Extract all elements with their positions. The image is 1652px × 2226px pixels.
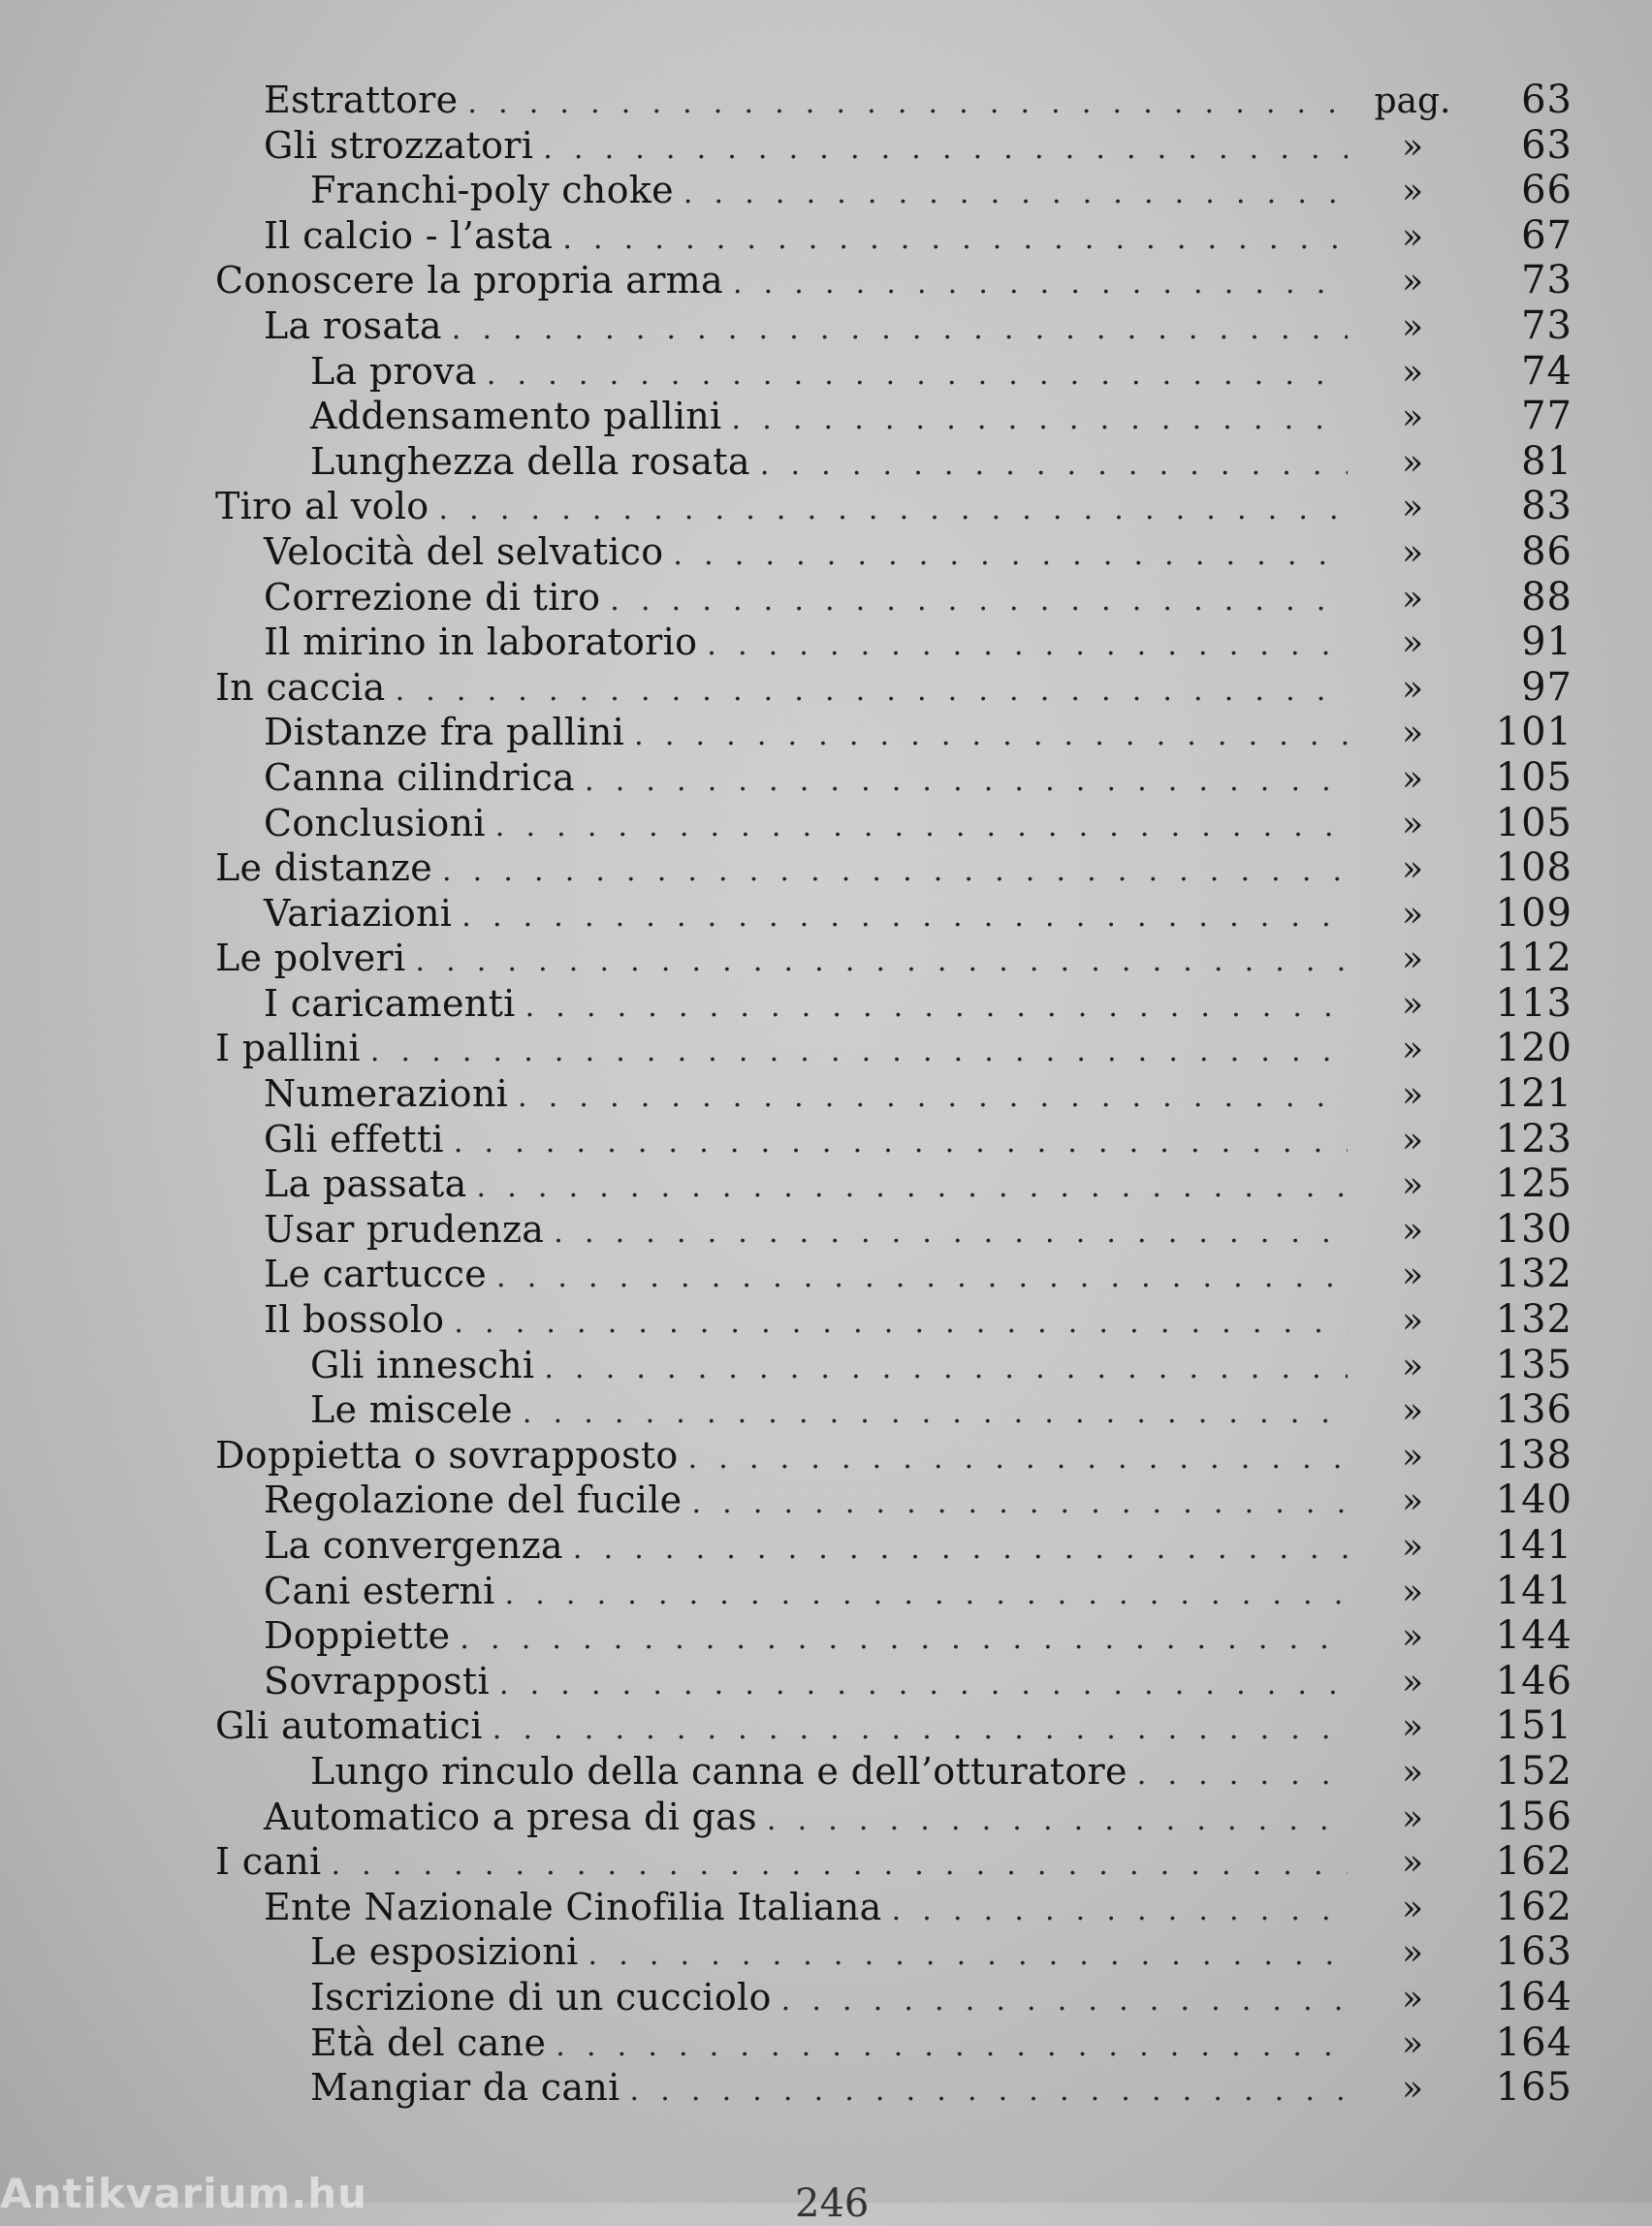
toc-entry-title: Le cartucce <box>264 1253 488 1296</box>
toc-entry-22 <box>215 1026 1573 1071</box>
dot-leader <box>760 443 1348 489</box>
toc-entry-page-marker: » <box>1401 1030 1424 1070</box>
toc-entry-page-number: 74 <box>1521 348 1573 394</box>
dot-leader <box>556 2024 1348 2070</box>
toc-entry-44 <box>215 2020 1573 2066</box>
toc-entry-18 <box>215 845 1573 891</box>
toc-entry-page-number: 135 <box>1495 1342 1573 1387</box>
toc-entry-page-marker: » <box>1401 623 1424 664</box>
toc-entry-12 <box>215 575 1573 620</box>
toc-entry-page-number: 66 <box>1521 168 1573 213</box>
toc-entry-title: Distanze fra pallini <box>264 711 625 754</box>
toc-entry-page-marker: » <box>1401 1888 1424 1928</box>
dot-leader <box>454 1121 1348 1166</box>
toc-entry-page-marker: » <box>1401 1662 1424 1702</box>
toc-entry-page-number: 125 <box>1495 1161 1573 1207</box>
dot-leader <box>707 623 1348 669</box>
toc-entry-30 <box>215 1387 1573 1433</box>
toc-entry-9 <box>215 439 1573 485</box>
toc-entry-page-number: 86 <box>1521 528 1573 574</box>
dot-leader <box>683 172 1348 217</box>
toc-entry-26 <box>215 1207 1573 1253</box>
toc-entry-page-marker: » <box>1401 1075 1424 1116</box>
dot-leader <box>1137 1753 1348 1798</box>
toc-entry-45 <box>215 2065 1573 2111</box>
toc-entry-page-number: 108 <box>1495 845 1573 891</box>
toc-entry-page-marker: » <box>1401 1120 1424 1161</box>
toc-entry-title: Le esposizioni <box>310 1930 579 1974</box>
toc-entry-page-marker: pag. <box>1374 81 1451 121</box>
toc-entry-page-marker: » <box>1401 1256 1424 1296</box>
toc-entry-page-marker: » <box>1401 984 1424 1025</box>
dot-leader <box>415 939 1348 985</box>
dot-leader <box>460 1617 1348 1663</box>
dot-leader <box>331 1843 1348 1889</box>
toc-entry-page-marker: » <box>1401 1752 1424 1793</box>
toc-entry-24 <box>215 1117 1573 1162</box>
toc-entry-page-marker: » <box>1401 1707 1424 1748</box>
toc-entry-page-marker: » <box>1401 1301 1424 1342</box>
toc-entry-page-marker: » <box>1401 1391 1424 1432</box>
toc-entry-page-number: 140 <box>1495 1478 1573 1523</box>
toc-entry-page-number: 77 <box>1521 394 1573 439</box>
toc-entry-page-marker: » <box>1401 939 1424 980</box>
toc-entry-page-marker: » <box>1401 306 1424 347</box>
toc-entry-40 <box>215 1839 1573 1885</box>
toc-entry-19 <box>215 891 1573 937</box>
dot-leader <box>688 1437 1348 1482</box>
dot-leader <box>499 1663 1348 1708</box>
toc-entry-page-number: 97 <box>1521 664 1573 710</box>
toc-entry-page-number: 105 <box>1495 800 1573 845</box>
dot-leader <box>562 217 1348 263</box>
toc-entry-page-marker: » <box>1401 2069 1424 2110</box>
toc-entry-page-marker: » <box>1401 1436 1424 1477</box>
toc-entry-title: Lunghezza della rosata <box>310 439 750 483</box>
toc-entry-38 <box>215 1749 1573 1795</box>
dot-leader <box>495 805 1348 850</box>
dot-leader <box>518 1075 1348 1121</box>
toc-entry-page-marker: » <box>1401 714 1424 754</box>
toc-entry-title: Franchi-poly choke <box>310 169 674 212</box>
toc-entry-page-marker: » <box>1401 894 1424 935</box>
toc-entry-14 <box>215 665 1573 711</box>
toc-entry-page-number: 141 <box>1495 1568 1573 1613</box>
toc-entry-page-number: 165 <box>1495 2065 1573 2111</box>
toc-entry-21 <box>215 981 1573 1027</box>
toc-entry-page-number: 151 <box>1495 1703 1573 1749</box>
dot-leader <box>630 2069 1348 2115</box>
toc-entry-43 <box>215 1975 1573 2020</box>
toc-entry-title: Le distanze <box>215 846 432 890</box>
toc-entry-title: Variazioni <box>264 891 453 935</box>
dot-leader <box>492 1707 1348 1753</box>
toc-entry-page-number: 130 <box>1495 1206 1573 1252</box>
dot-leader <box>610 579 1348 624</box>
toc-entry-page-marker: » <box>1401 1617 1424 1658</box>
toc-entry-page-marker: » <box>1401 216 1424 257</box>
toc-entry-13 <box>215 620 1573 665</box>
dot-leader <box>439 488 1349 533</box>
dot-leader <box>892 1889 1348 1934</box>
toc-entry-3 <box>215 168 1573 213</box>
toc-entry-page-number: 112 <box>1495 936 1573 981</box>
toc-entry-page-marker: » <box>1401 1572 1424 1612</box>
toc-entry-title: Numerazioni <box>264 1072 509 1116</box>
toc-entry-34 <box>215 1569 1573 1614</box>
toc-entry-10 <box>215 484 1573 529</box>
toc-entry-page-marker: » <box>1401 578 1424 619</box>
toc-entry-page-number: 144 <box>1495 1613 1573 1659</box>
toc-entry-5 <box>215 258 1573 303</box>
toc-entry-title: Iscrizione di un cucciolo <box>310 1975 772 2019</box>
toc-entry-title: Gli effetti <box>264 1117 444 1161</box>
toc-entry-title: Il mirino in laboratorio <box>264 620 698 664</box>
toc-entry-title: Velocità del selvatico <box>264 529 664 573</box>
toc-entry-title: La rosata <box>264 303 442 347</box>
dot-leader <box>732 398 1348 443</box>
toc-entry-title: Mangiar da cani <box>310 2066 620 2110</box>
toc-entry-page-number: 132 <box>1495 1297 1573 1343</box>
toc-entry-page-marker: » <box>1401 1933 1424 1974</box>
dot-leader <box>573 1527 1348 1573</box>
dot-leader <box>452 307 1348 353</box>
toc-entry-title: I caricamenti <box>264 981 516 1025</box>
toc-entry-title: In caccia <box>215 665 386 709</box>
toc-entry-32 <box>215 1478 1573 1523</box>
toc-entry-title: Tiro al volo <box>215 485 429 528</box>
toc-entry-page-number: 73 <box>1521 302 1573 348</box>
toc-entry-page-number: 63 <box>1521 78 1573 122</box>
toc-entry-page-number: 73 <box>1521 258 1573 303</box>
toc-entry-page-marker: » <box>1401 1210 1424 1251</box>
toc-entry-page-marker: » <box>1401 1481 1424 1522</box>
toc-entry-2 <box>215 123 1573 169</box>
toc-entry-page-marker: » <box>1401 532 1424 573</box>
dot-leader <box>673 533 1348 579</box>
toc-entry-title: Il bossolo <box>264 1298 445 1342</box>
dot-leader <box>487 353 1348 398</box>
dot-leader <box>396 669 1348 715</box>
toc-entry-23 <box>215 1071 1573 1117</box>
toc-entry-page-number: 164 <box>1495 2019 1573 2065</box>
toc-entry-page-marker: » <box>1401 126 1424 167</box>
toc-entry-page-marker: » <box>1401 1843 1424 1884</box>
toc-entry-39 <box>215 1795 1573 1840</box>
toc-entry-page-marker: » <box>1401 668 1424 709</box>
toc-entry-15 <box>215 710 1573 755</box>
toc-entry-37 <box>215 1703 1573 1749</box>
toc-entry-title: Gli inneschi <box>310 1343 535 1386</box>
toc-entry-page-marker: » <box>1401 1978 1424 2019</box>
toc-entry-title: Estrattore <box>264 79 459 121</box>
dot-leader <box>525 985 1348 1031</box>
toc-entry-page-number: 136 <box>1495 1387 1573 1433</box>
dot-leader <box>505 1573 1348 1618</box>
toc-entry-title: I cani <box>215 1840 322 1884</box>
toc-entry-33 <box>215 1523 1573 1569</box>
toc-entry-title: Usar prudenza <box>264 1207 545 1251</box>
dot-leader <box>733 262 1348 307</box>
toc-entry-title: Gli automatici <box>215 1704 483 1748</box>
toc-entry-page-marker: » <box>1401 849 1424 890</box>
toc-entry-17 <box>215 801 1573 846</box>
toc-entry-page-marker: » <box>1401 1165 1424 1206</box>
toc-entry-page-number: 164 <box>1495 1974 1573 2019</box>
toc-entry-42 <box>215 1929 1573 1975</box>
table-of-contents <box>215 78 1573 2111</box>
toc-entry-28 <box>215 1297 1573 1343</box>
toc-entry-page-marker: » <box>1401 804 1424 844</box>
toc-entry-29 <box>215 1343 1573 1388</box>
toc-entry-title: Canna cilindrica <box>264 755 576 799</box>
toc-entry-page-marker: » <box>1401 1797 1424 1838</box>
toc-entry-page-number: 120 <box>1495 1026 1573 1071</box>
toc-entry-page-marker: » <box>1401 1527 1424 1567</box>
toc-entry-title: Doppiette <box>264 1614 451 1658</box>
toc-entry-title: Conoscere la propria arma <box>215 259 723 302</box>
toc-entry-page-marker: » <box>1401 488 1424 528</box>
toc-entry-title: Lungo rinculo della canna e dell’otturatore <box>310 1749 1128 1793</box>
dot-leader <box>634 714 1348 759</box>
toc-entry-page-number: 105 <box>1495 754 1573 800</box>
toc-entry-title: I pallini <box>215 1027 361 1070</box>
dot-leader <box>523 1391 1348 1437</box>
toc-entry-title: Il calcio - l’asta <box>264 213 554 257</box>
toc-entry-page-marker: » <box>1401 352 1424 393</box>
toc-entry-title: Sovrapposti <box>264 1659 490 1702</box>
toc-entry-8 <box>215 394 1573 439</box>
toc-entry-title: La passata <box>264 1162 467 1206</box>
toc-entry-page-marker: » <box>1401 172 1424 212</box>
toc-entry-page-number: 141 <box>1495 1523 1573 1568</box>
dot-leader <box>767 1798 1348 1844</box>
toc-entry-page-number: 123 <box>1495 1116 1573 1161</box>
dot-leader <box>454 1301 1348 1347</box>
toc-entry-page-number: 146 <box>1495 1658 1573 1703</box>
toc-entry-title: Cani esterni <box>264 1569 495 1612</box>
toc-entry-title: Le miscele <box>310 1388 513 1432</box>
toc-entry-page-number: 67 <box>1521 212 1573 258</box>
dot-leader <box>442 849 1348 895</box>
toc-entry-36 <box>215 1659 1573 1704</box>
toc-entry-title: Età del cane <box>310 2020 547 2064</box>
dot-leader <box>461 895 1348 940</box>
toc-entry-25 <box>215 1161 1573 1207</box>
toc-entry-page-number: 81 <box>1521 438 1573 484</box>
dot-leader <box>477 1165 1348 1211</box>
toc-entry-page-number: 138 <box>1495 1432 1573 1478</box>
toc-entry-page-number: 152 <box>1495 1748 1573 1794</box>
dot-leader <box>370 1030 1348 1075</box>
toc-entry-page-number: 109 <box>1495 890 1573 936</box>
toc-entry-page-number: 91 <box>1521 620 1573 665</box>
toc-entry-title: Ente Nazionale Cinofilia Italiana <box>264 1885 882 1928</box>
toc-entry-title: Le polveri <box>215 937 406 980</box>
toc-entry-page-marker: » <box>1401 442 1424 483</box>
toc-entry-27 <box>215 1252 1573 1297</box>
dot-leader <box>467 81 1348 127</box>
toc-entry-title: La convergenza <box>264 1524 563 1567</box>
dot-leader <box>781 1979 1348 2024</box>
toc-entry-7 <box>215 349 1573 395</box>
toc-entry-page-marker: » <box>1401 2023 1424 2064</box>
toc-entry-page-number: 156 <box>1495 1794 1573 1839</box>
toc-entry-page-marker: » <box>1401 262 1424 302</box>
toc-entry-page-number: 113 <box>1495 980 1573 1026</box>
page-folio-number: 246 <box>795 2181 870 2226</box>
toc-entry-page-number: 121 <box>1495 1071 1573 1117</box>
toc-entry-6 <box>215 303 1573 349</box>
toc-entry-title: Regolazione del fucile <box>264 1479 683 1522</box>
toc-entry-31 <box>215 1433 1573 1479</box>
toc-entry-35 <box>215 1613 1573 1659</box>
watermark: Antikvarium.hu <box>0 2170 368 2217</box>
toc-entry-4 <box>215 213 1573 259</box>
dot-leader <box>496 1256 1348 1301</box>
toc-entry-title: Correzione di tiro <box>264 575 601 619</box>
toc-entry-20 <box>215 936 1573 981</box>
toc-entry-title: Automatico a presa di gas <box>264 1795 757 1838</box>
toc-entry-1 <box>215 78 1573 123</box>
dot-leader <box>543 127 1348 173</box>
toc-entry-page-number: 132 <box>1495 1252 1573 1297</box>
dot-leader <box>691 1481 1348 1527</box>
toc-entry-page-marker: » <box>1401 1346 1424 1386</box>
toc-entry-page-number: 63 <box>1521 122 1573 168</box>
dot-leader <box>554 1211 1348 1256</box>
dot-leader <box>588 1933 1348 1979</box>
toc-entry-title: Addensamento pallini <box>310 395 722 438</box>
toc-entry-page-number: 88 <box>1521 574 1573 620</box>
toc-entry-page-number: 101 <box>1495 710 1573 755</box>
toc-entry-11 <box>215 529 1573 575</box>
toc-entry-page-marker: » <box>1401 758 1424 799</box>
toc-entry-page-number: 163 <box>1495 1929 1573 1975</box>
toc-entry-41 <box>215 1885 1573 1930</box>
dot-leader <box>585 759 1348 805</box>
toc-entry-title: Doppietta o sovrapposto <box>215 1433 679 1477</box>
toc-entry-page-marker: » <box>1401 398 1424 438</box>
toc-entry-page-number: 162 <box>1495 1884 1573 1929</box>
toc-entry-page-number: 83 <box>1521 484 1573 529</box>
dot-leader <box>544 1347 1348 1392</box>
toc-entry-title: Conclusioni <box>264 801 486 844</box>
toc-entry-title: La prova <box>310 349 477 393</box>
toc-entry-page-number: 162 <box>1495 1839 1573 1885</box>
toc-entry-title: Gli strozzatori <box>264 123 534 167</box>
toc-entry-16 <box>215 755 1573 801</box>
